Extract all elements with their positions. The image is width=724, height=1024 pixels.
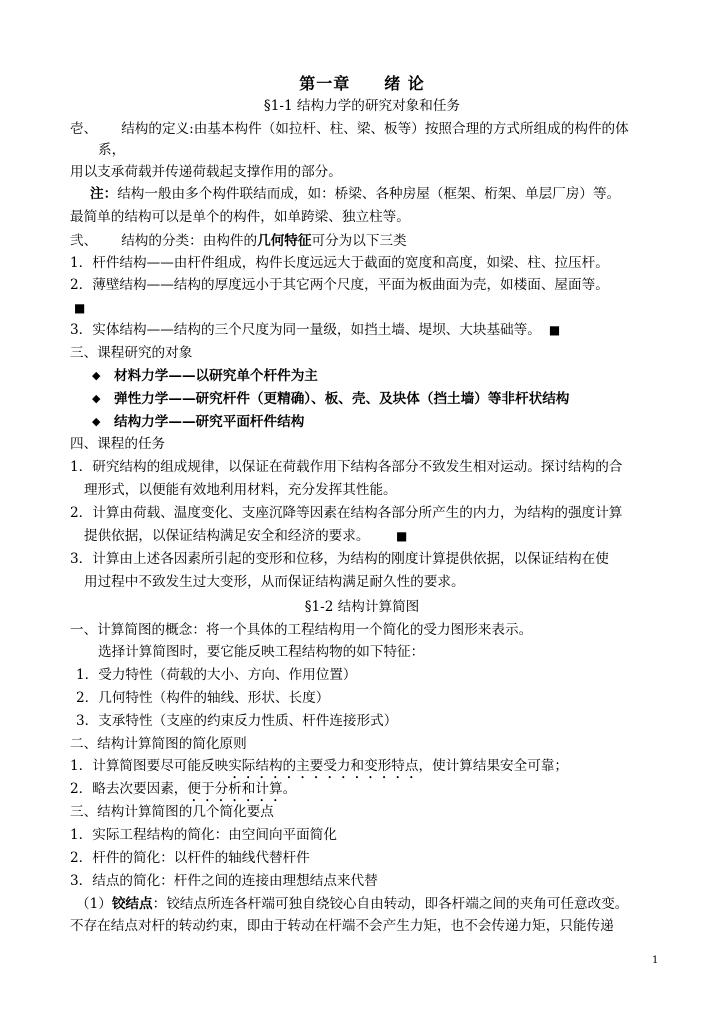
concept-line: 一、计算简图的概念：将一个具体的工程结构用一个简化的受力图形来表示。 — [70, 622, 533, 638]
classification-line: 弐、 结构的分类：由构件的几何特征可分为以下三类 — [70, 233, 407, 249]
square-mark: ■ — [548, 323, 561, 337]
bullet-item-1: 材料力学——以研究单个杆件为主 — [114, 368, 318, 384]
chapter-label: 第一章 — [299, 74, 351, 93]
class-item-1: 1．杆件结构——由杆件组成，构件长度远远大于截面的宽度和高度，如梁、柱、拉压杆。 — [70, 255, 609, 271]
section-2-heading: §1-2 结构计算简图 — [304, 599, 420, 615]
point-3: 3．结点的简化：杆件之间的连接由理想结点来代替 — [70, 873, 378, 889]
principles-heading: 二、结构计算简图的简化原则 — [70, 736, 247, 752]
feature-2: 2．几何特性（构件的轴线、形状、长度） — [76, 690, 330, 706]
task-2-line-2: 提供依据，以保证结构满足安全和经济的要求。 — [84, 528, 370, 544]
tasks-heading: 四、课程的任务 — [70, 436, 166, 452]
section-1-heading: §1-1 结构力学的研究对象和任务 — [263, 98, 461, 114]
page-number: 1 — [652, 955, 659, 966]
concept-line-2: 选择计算简图时，要它能反映工程结构物的如下特征： — [98, 644, 425, 660]
task-3-line-1: 3．计算由上述各因素所引起的变形和位移，为结构的刚度计算提供依据，以保证结构在使 — [70, 551, 609, 567]
item-lead: 壱、 — [70, 121, 98, 137]
principle-1: 1．计算简图要尽可能反映实际结构的主要受力和变形特点，使计算结果安全可靠； — [70, 758, 569, 774]
square-mark: ■ — [74, 301, 86, 315]
hinge-term: 铰结点 — [111, 896, 153, 912]
feature-1: 1．受力特性（荷载的大小、方向、作用位置） — [76, 667, 357, 683]
point-2: 2．杆件的简化：以杆件的轴线代替杆件 — [70, 850, 310, 866]
definition-line — [70, 119, 662, 141]
task-3-line-2: 用过程中不致发生过大变形，从而保证结构满足耐久性的要求。 — [84, 574, 465, 590]
definition-line-2: 用以支承荷载并传递荷载起支撑作用的部分。 — [70, 164, 342, 180]
objects-heading: 三、课程研究的对象 — [70, 345, 193, 361]
task-1-line-1: 1．研究结构的组成规律，以保证在荷载作用下结构各部分不致发生相对运动。探讨结构的合 — [70, 459, 623, 475]
definition-text: 结构的定义:由基本构件（如拉杆、柱、梁、板等）按照合理的方式所组成的构件的体 — [121, 121, 629, 137]
hinge-line-2: 不存在结点对杆的转动约束，即由于转动在杆端不会产生力矩，也不会传递力矩，只能传递 — [70, 918, 614, 934]
item-lead: 弐、 — [70, 233, 98, 249]
hinge-line: （1）铰结点：铰结点所连各杆端可独自绕铰心自由转动，即各杆端之间的夹角可任意改变。 — [76, 896, 629, 912]
emphasis-text: 实际结构的主要受力和变形特点 — [228, 758, 419, 774]
bullet-item-3: 结构力学——研究平面杆件结构 — [114, 414, 305, 430]
task-2-line-1: 2．计算由荷载、温度变化、支座沉降等因素在结构各部分所产生的内力，为结构的强度计算 — [70, 505, 623, 521]
class-item-2: 2．薄壁结构——结构的厚度远小于其它两个尺度，平面为板曲面为壳，如楼面、屋面等。 — [70, 277, 609, 293]
class-item-3: 3．实体结构——结构的三个尺度为同一量级，如挡土墙、堤坝、大块基础等。 ■ — [70, 322, 561, 338]
task-1-line-2: 理形式，以便能有效地利用材料，充分发挥其性能。 — [84, 482, 397, 498]
bullet-item-2: 弹性力学——研究杆件（更精确）、板、壳、及块体（挡土墙）等非杆状结构 — [114, 391, 570, 407]
bullet-icon: ◆ — [92, 415, 101, 428]
square-mark: ■ — [396, 529, 408, 543]
note-line — [90, 184, 662, 206]
emphasis-text: 便于分析和计算 — [187, 781, 283, 797]
chapter-name: 绪 论 — [384, 74, 425, 93]
note-text: 结构一般由多个构件联结而成，如：桥梁、各种房屋（框架、桁架、单层厂房）等。 — [117, 186, 621, 202]
point-1: 1．实际工程结构的简化：由空间向平面简化 — [70, 827, 337, 843]
principle-2: 2．略去次要因素，便于分析和计算。 — [70, 781, 297, 797]
bullet-icon: ◆ — [92, 369, 101, 382]
bullet-icon: ◆ — [92, 392, 101, 405]
bold-term: 几何特征 — [257, 233, 312, 249]
definition-cont: 系， — [98, 142, 126, 158]
note-label: 注： — [90, 186, 118, 202]
chapter-title — [0, 74, 724, 96]
points-heading: 三、结构计算简图的几个简化要点 — [70, 804, 274, 820]
feature-3: 3．支承特性（支座的约束反力性质、杆件连接形式） — [76, 713, 398, 729]
note-line-2: 最简单的结构可以是单个的构件，如单跨梁、独立柱等。 — [70, 209, 410, 225]
